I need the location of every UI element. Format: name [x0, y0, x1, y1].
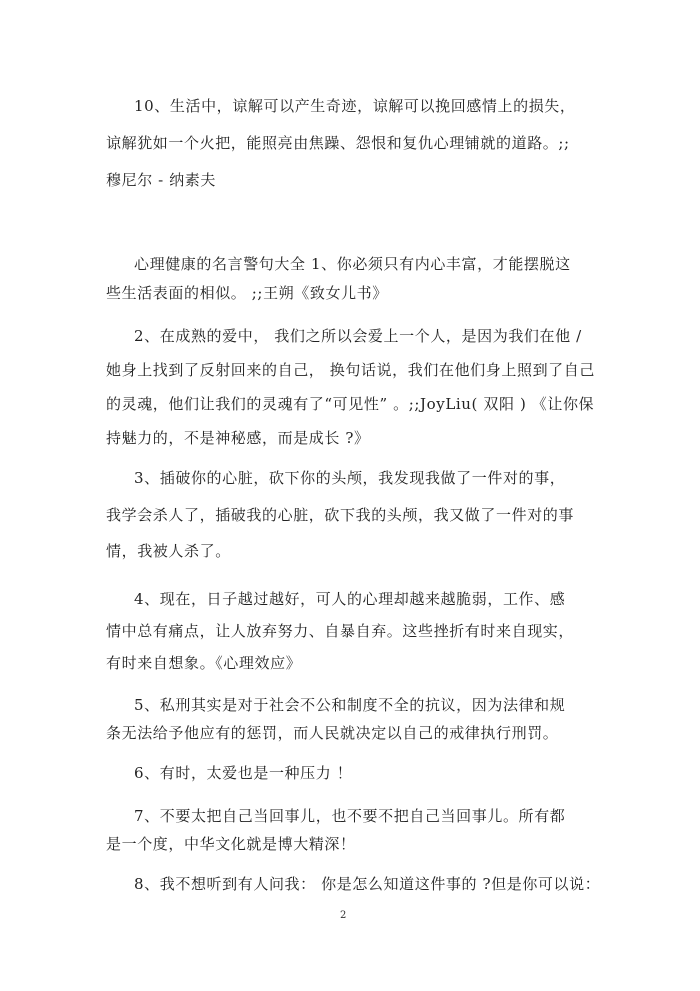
text-line: 有时来自想象。《心理效应》	[106, 654, 302, 672]
text-line: 情中总有痛点，让人放弃努力、自暴自弃。这些挫折有时来自现实，	[106, 622, 575, 640]
text-line: 是一个度，中华文化就是博大精深！	[106, 835, 356, 853]
text-line: 些生活表面的相似。 ;;王朔《致女儿书》	[106, 284, 388, 302]
text-line: 谅解犹如一个火把，能照亮由焦躁、怨恨和复仇心理铺就的道路。;;	[106, 134, 570, 152]
text-line: 的灵魂，他们让我们的灵魂有了“可见性” 。;;JoyLiu( 双阳 ) 《让你保	[106, 395, 595, 413]
text-line: 4、现在，日子越过越好，可人的心理却越来越脆弱，工作、感	[134, 590, 566, 608]
text-line: 持魅力的，不是神秘感，而是成长 ?》	[106, 429, 370, 447]
text-line: 2、在成熟的爱中， 我们之所以会爱上一个人，是因为我们在他 /	[134, 327, 582, 345]
text-line: 心理健康的名言警句大全 1、你必须只有内心丰富，才能摆脱这	[134, 255, 571, 273]
text-line: 6、有时，太爱也是一种压力 ！	[134, 764, 353, 782]
text-line: 情，我被人杀了。	[106, 542, 231, 560]
text-line: 我学会杀人了，插破我的心脏，砍下我的头颅，我又做了一件对的事	[106, 506, 575, 524]
text-line: 5、私刑其实是对于社会不公和制度不全的抗议，因为法律和规	[134, 696, 566, 714]
text-line: 3、插破你的心脏，砍下你的头颅，我发现我做了一件对的事，	[134, 469, 566, 487]
text-line: 条无法给予他应有的惩罚，而人民就决定以自己的戒律执行刑罚。	[106, 724, 559, 742]
text-line: 8、我不想听到有人问我： 你是怎么知道这件事的 ?但是你可以说：	[134, 875, 601, 893]
text-line: 7、不要太把自己当回事儿，也不要不把自己当回事儿。所有都	[134, 807, 566, 825]
page-number: 2	[340, 910, 347, 921]
text-line: 10、生活中，谅解可以产生奇迹，谅解可以挽回感情上的损失，	[134, 97, 576, 115]
text-line: 穆尼尔 - 纳素夫	[106, 171, 217, 189]
text-line: 她身上找到了反射回来的自己， 换句话说，我们在他们身上照到了自己	[106, 361, 595, 379]
